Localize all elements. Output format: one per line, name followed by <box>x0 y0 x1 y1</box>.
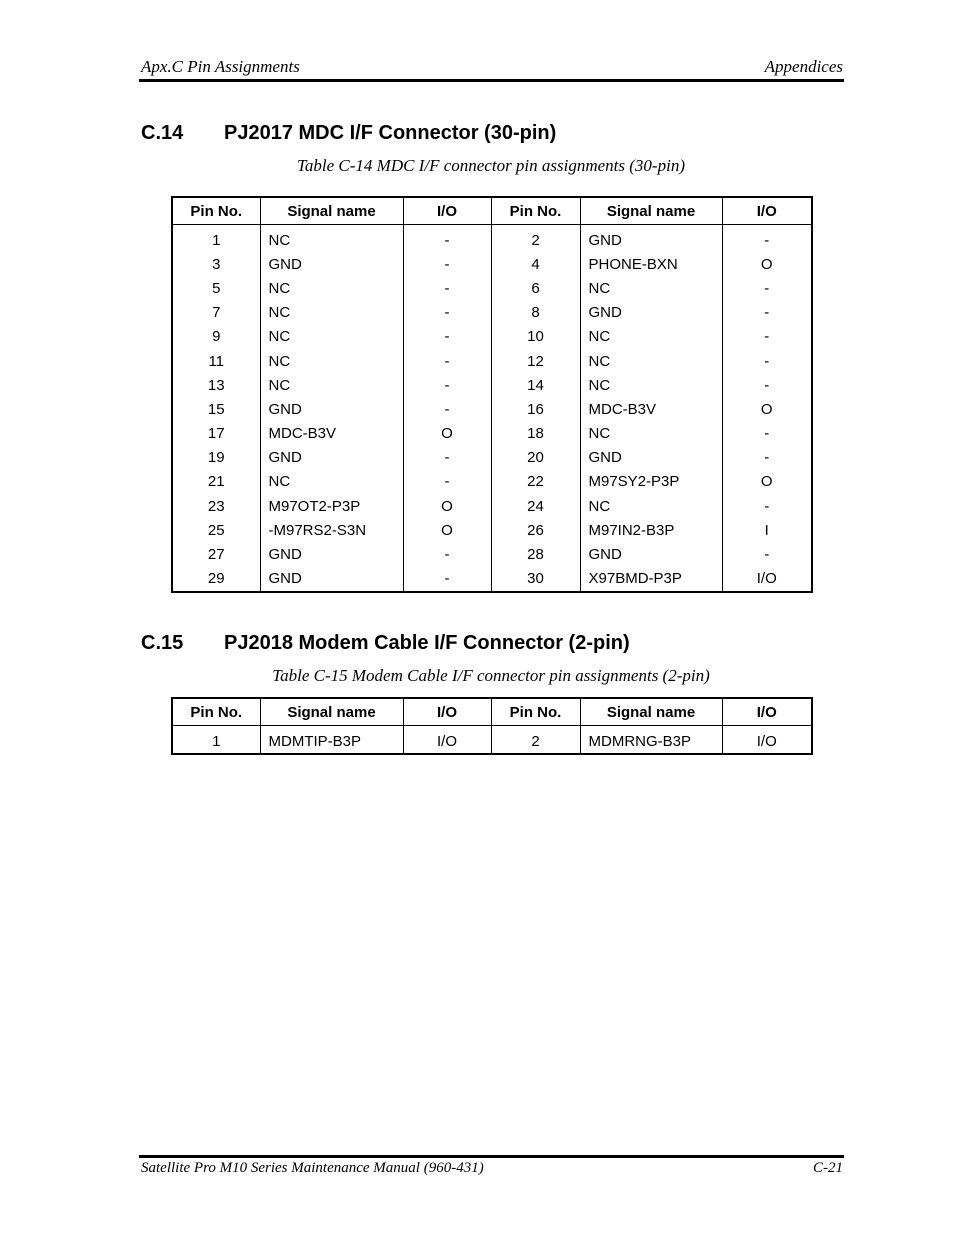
signal-name-cell: NC <box>580 349 722 373</box>
pin-number-cell: 11 <box>172 349 260 373</box>
pin-table-c15 <box>171 697 813 755</box>
io-cell: - <box>403 325 491 349</box>
column-header: Signal name <box>260 197 403 225</box>
signal-name-cell: NC <box>260 349 403 373</box>
signal-name-cell: GND <box>260 542 403 566</box>
pin-number-cell: 29 <box>172 567 260 592</box>
io-cell: - <box>403 567 491 592</box>
table-row <box>172 518 812 542</box>
io-cell: - <box>403 470 491 494</box>
io-cell: I/O <box>403 726 491 755</box>
pin-number-cell: 22 <box>491 470 580 494</box>
io-cell: - <box>403 373 491 397</box>
signal-name-cell: NC <box>580 422 722 446</box>
table-row <box>172 276 812 300</box>
signal-name-cell: NC <box>260 225 403 253</box>
pin-number-cell: 18 <box>491 422 580 446</box>
pin-number-cell: 23 <box>172 494 260 518</box>
io-cell: I <box>722 518 812 542</box>
column-header: Pin No. <box>491 197 580 225</box>
pin-number-cell: 5 <box>172 276 260 300</box>
signal-name-cell: NC <box>260 301 403 325</box>
io-cell: I/O <box>722 726 812 755</box>
pin-number-cell: 21 <box>172 470 260 494</box>
footer-page-number: C-21 <box>813 1160 843 1176</box>
table-row <box>172 494 812 518</box>
table-row <box>172 325 812 349</box>
signal-name-cell: GND <box>260 397 403 421</box>
io-cell: O <box>403 422 491 446</box>
io-cell: - <box>403 252 491 276</box>
table-caption-c14: Table C-14 MDC I/F connector pin assignments (30-pin) <box>297 156 685 175</box>
pin-number-cell: 19 <box>172 446 260 470</box>
signal-name-cell: NC <box>580 494 722 518</box>
footer-rule <box>139 1155 844 1158</box>
pin-number-cell: 3 <box>172 252 260 276</box>
signal-name-cell: NC <box>260 276 403 300</box>
pin-number-cell: 7 <box>172 301 260 325</box>
pin-number-cell: 6 <box>491 276 580 300</box>
signal-name-cell: GND <box>580 225 722 253</box>
table-row <box>172 225 812 253</box>
pin-number-cell: 4 <box>491 252 580 276</box>
io-cell: - <box>722 325 812 349</box>
signal-name-cell: GND <box>260 252 403 276</box>
io-cell: O <box>722 397 812 421</box>
table-row <box>172 726 812 755</box>
pin-number-cell: 10 <box>491 325 580 349</box>
io-cell: - <box>722 276 812 300</box>
signal-name-cell: MDMTIP-B3P <box>260 726 403 755</box>
io-cell: - <box>722 225 812 253</box>
pin-number-cell: 14 <box>491 373 580 397</box>
section-title: PJ2018 Modem Cable I/F Connector (2-pin) <box>224 632 630 654</box>
header-rule <box>139 79 844 82</box>
column-header: Pin No. <box>491 698 580 726</box>
io-cell: - <box>403 301 491 325</box>
pin-number-cell: 28 <box>491 542 580 566</box>
signal-name-cell: MDC-B3V <box>260 422 403 446</box>
table-row <box>172 567 812 592</box>
io-cell: - <box>722 422 812 446</box>
signal-name-cell: M97OT2-P3P <box>260 494 403 518</box>
pin-number-cell: 20 <box>491 446 580 470</box>
signal-name-cell: NC <box>580 373 722 397</box>
pin-number-cell: 27 <box>172 542 260 566</box>
io-cell: O <box>403 518 491 542</box>
column-header: Pin No. <box>172 197 260 225</box>
pin-number-cell: 12 <box>491 349 580 373</box>
pin-number-cell: 2 <box>491 225 580 253</box>
io-cell: - <box>403 276 491 300</box>
signal-name-cell: GND <box>580 301 722 325</box>
header-chapter: Apx.C Pin Assignments <box>141 57 300 76</box>
table-row <box>172 397 812 421</box>
pin-number-cell: 26 <box>491 518 580 542</box>
signal-name-cell: NC <box>580 276 722 300</box>
signal-name-cell: GND <box>260 567 403 592</box>
io-cell: - <box>403 349 491 373</box>
column-header: Signal name <box>580 698 722 726</box>
footer-manual-title: Satellite Pro M10 Series Maintenance Manual (960-431) <box>141 1160 484 1176</box>
io-cell: O <box>722 252 812 276</box>
pin-table-c14 <box>171 196 813 593</box>
pin-number-cell: 1 <box>172 225 260 253</box>
pin-number-cell: 17 <box>172 422 260 446</box>
signal-name-cell: MDC-B3V <box>580 397 722 421</box>
io-cell: - <box>722 494 812 518</box>
signal-name-cell: NC <box>260 470 403 494</box>
pin-number-cell: 30 <box>491 567 580 592</box>
io-cell: - <box>403 542 491 566</box>
signal-name-cell: PHONE-BXN <box>580 252 722 276</box>
table-header-row <box>172 698 812 726</box>
table-row <box>172 446 812 470</box>
pin-number-cell: 24 <box>491 494 580 518</box>
pin-number-cell: 16 <box>491 397 580 421</box>
io-cell: - <box>403 397 491 421</box>
table-header-row <box>172 197 812 225</box>
io-cell: - <box>722 446 812 470</box>
table-caption-c15: Table C-15 Modem Cable I/F connector pin assignments (2-pin) <box>272 666 710 685</box>
io-cell: - <box>722 349 812 373</box>
io-cell: - <box>403 446 491 470</box>
signal-name-cell: M97IN2-B3P <box>580 518 722 542</box>
column-header: I/O <box>722 197 812 225</box>
section-title: PJ2017 MDC I/F Connector (30-pin) <box>224 122 557 144</box>
signal-name-cell: M97SY2-P3P <box>580 470 722 494</box>
table-row <box>172 542 812 566</box>
section-number: C.15 <box>141 632 184 654</box>
signal-name-cell: NC <box>580 325 722 349</box>
table-row <box>172 373 812 397</box>
signal-name-cell: NC <box>260 373 403 397</box>
pin-number-cell: 9 <box>172 325 260 349</box>
table-row <box>172 252 812 276</box>
signal-name-cell: MDMRNG-B3P <box>580 726 722 755</box>
signal-name-cell: NC <box>260 325 403 349</box>
column-header: Pin No. <box>172 698 260 726</box>
table-row <box>172 470 812 494</box>
table-row <box>172 301 812 325</box>
io-cell: I/O <box>722 567 812 592</box>
column-header: Signal name <box>260 698 403 726</box>
pin-number-cell: 8 <box>491 301 580 325</box>
header-section: Appendices <box>764 57 843 76</box>
pin-number-cell: 1 <box>172 726 260 755</box>
pin-number-cell: 2 <box>491 726 580 755</box>
io-cell: O <box>403 494 491 518</box>
io-cell: - <box>722 301 812 325</box>
column-header: I/O <box>403 698 491 726</box>
column-header: Signal name <box>580 197 722 225</box>
pin-number-cell: 13 <box>172 373 260 397</box>
pin-number-cell: 15 <box>172 397 260 421</box>
column-header: I/O <box>403 197 491 225</box>
signal-name-cell: -M97RS2-S3N <box>260 518 403 542</box>
table-row <box>172 349 812 373</box>
table-row <box>172 422 812 446</box>
io-cell: - <box>403 225 491 253</box>
io-cell: - <box>722 373 812 397</box>
section-number: C.14 <box>141 122 184 144</box>
column-header: I/O <box>722 698 812 726</box>
signal-name-cell: GND <box>260 446 403 470</box>
page-footer <box>141 1160 843 1182</box>
signal-name-cell: GND <box>580 446 722 470</box>
signal-name-cell: X97BMD-P3P <box>580 567 722 592</box>
io-cell: O <box>722 470 812 494</box>
page-header <box>141 57 843 79</box>
signal-name-cell: GND <box>580 542 722 566</box>
io-cell: - <box>722 542 812 566</box>
pin-number-cell: 25 <box>172 518 260 542</box>
